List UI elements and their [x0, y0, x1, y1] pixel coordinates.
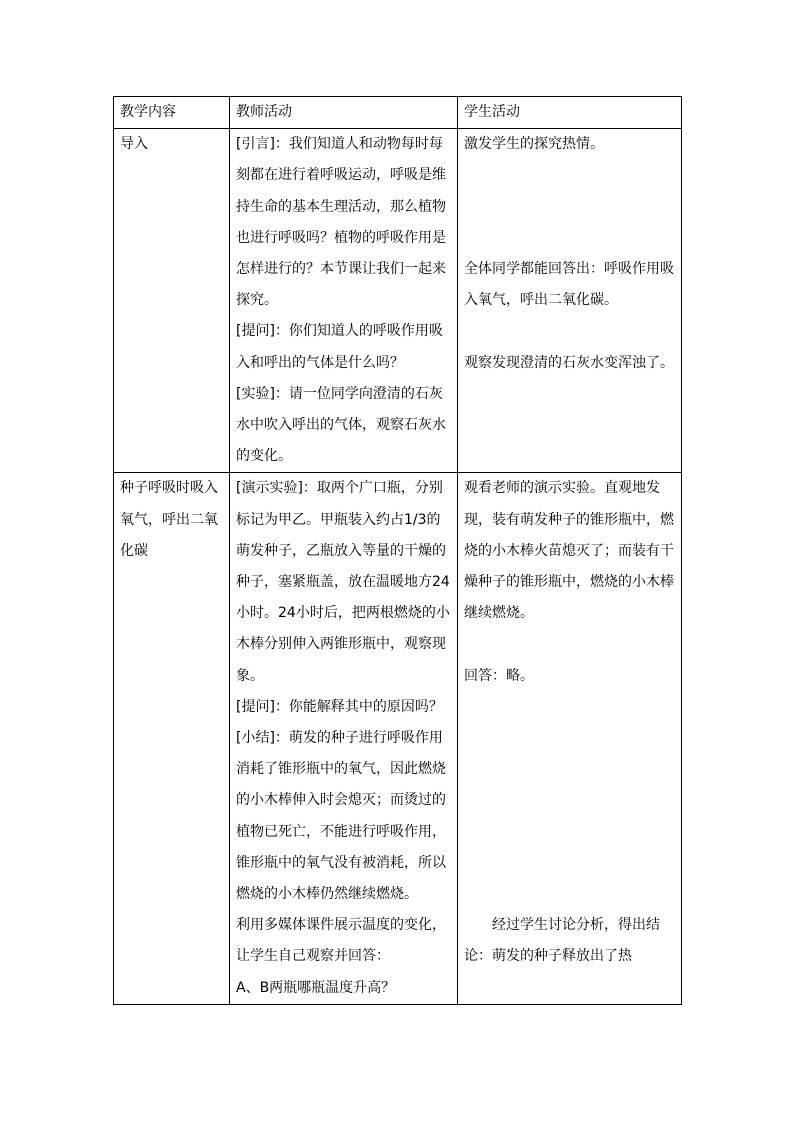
teacher-paragraph: [引言]：我们知道人和动物每时每刻都在进行着呼吸运动，呼吸是维持生命的基本生理活动，那么植物也进行呼吸吗？植物的呼吸作用是怎样进行的？本节课让我们一起来探究。 [236, 136, 446, 309]
row-content-cell [114, 473, 230, 1004]
lesson-plan-table [113, 96, 682, 1005]
student-paragraph: 观察发现澄清的石灰水变浑浊了。 [464, 354, 674, 371]
row-content-cell [114, 129, 230, 473]
student-activity-cell [458, 473, 682, 1004]
student-activity-cell [458, 129, 682, 473]
content-text: 种子呼吸时吸入氧气，呼出二氧化碳 [120, 480, 218, 559]
teacher-activity-cell [230, 129, 458, 473]
teacher-activity-cell [230, 473, 458, 1004]
teacher-paragraph: [提问]：你们知道人的呼吸作用吸入和呼出的气体是什么吗？ [236, 323, 443, 371]
header-content: 教学内容 [114, 97, 230, 129]
table-header-row [114, 97, 682, 129]
teacher-paragraph: [小结]：萌发的种子进行呼吸作用消耗了锥形瓶中的氧气，因此燃烧的小木棒伸入时会熄灭；而烫过的植物已死亡，不能进行呼吸作用，锥形瓶中的氧气没有被消耗，所以燃烧的小木棒仍然继续燃烧。 [236, 730, 446, 903]
content-text: 导入 [120, 136, 148, 153]
teacher-paragraph: [演示实验]：取两个广口瓶，分别标记为甲乙。甲瓶装入约占1/3的萌发种子，乙瓶放入等量的干燥的种子，塞紧瓶盖，放在温暖地方24小时。24小时后，把两根燃烧的小木棒分别伸入两锥形瓶中，观察现象。 [236, 480, 450, 684]
student-paragraph: 激发学生的探究热情。 [464, 136, 604, 153]
student-paragraph: 全体同学都能回答出：呼吸作用吸入氧气，呼出二氧化碳。 [464, 260, 674, 309]
teacher-paragraph: A、B两瓶哪瓶温度升高？ [236, 979, 396, 996]
student-paragraph: 经过学生讨论分析，得出结论：萌发的种子释放出了热 [464, 917, 660, 965]
table-row [114, 473, 682, 1004]
teacher-paragraph: [提问]：你能解释其中的原因吗？ [236, 698, 443, 715]
table-row [114, 129, 682, 473]
header-teacher-activity: 教师活动 [230, 97, 458, 129]
teacher-paragraph: 利用多媒体课件展示温度的变化，让学生自己观察并回答： [236, 917, 446, 965]
header-student-activity: 学生活动 [458, 97, 682, 129]
student-paragraph: 回答：略。 [464, 667, 534, 684]
teacher-paragraph: [实验]：请一位同学向澄清的石灰水中吹入呼出的气体，观察石灰水的变化。 [236, 385, 446, 465]
student-paragraph: 观看老师的演示实验。直观地发现，装有萌发种子的锥形瓶中，燃烧的小木棒火苗熄灭了；而装有干燥种子的锥形瓶中，燃烧的小木棒继续燃烧。 [464, 480, 674, 622]
